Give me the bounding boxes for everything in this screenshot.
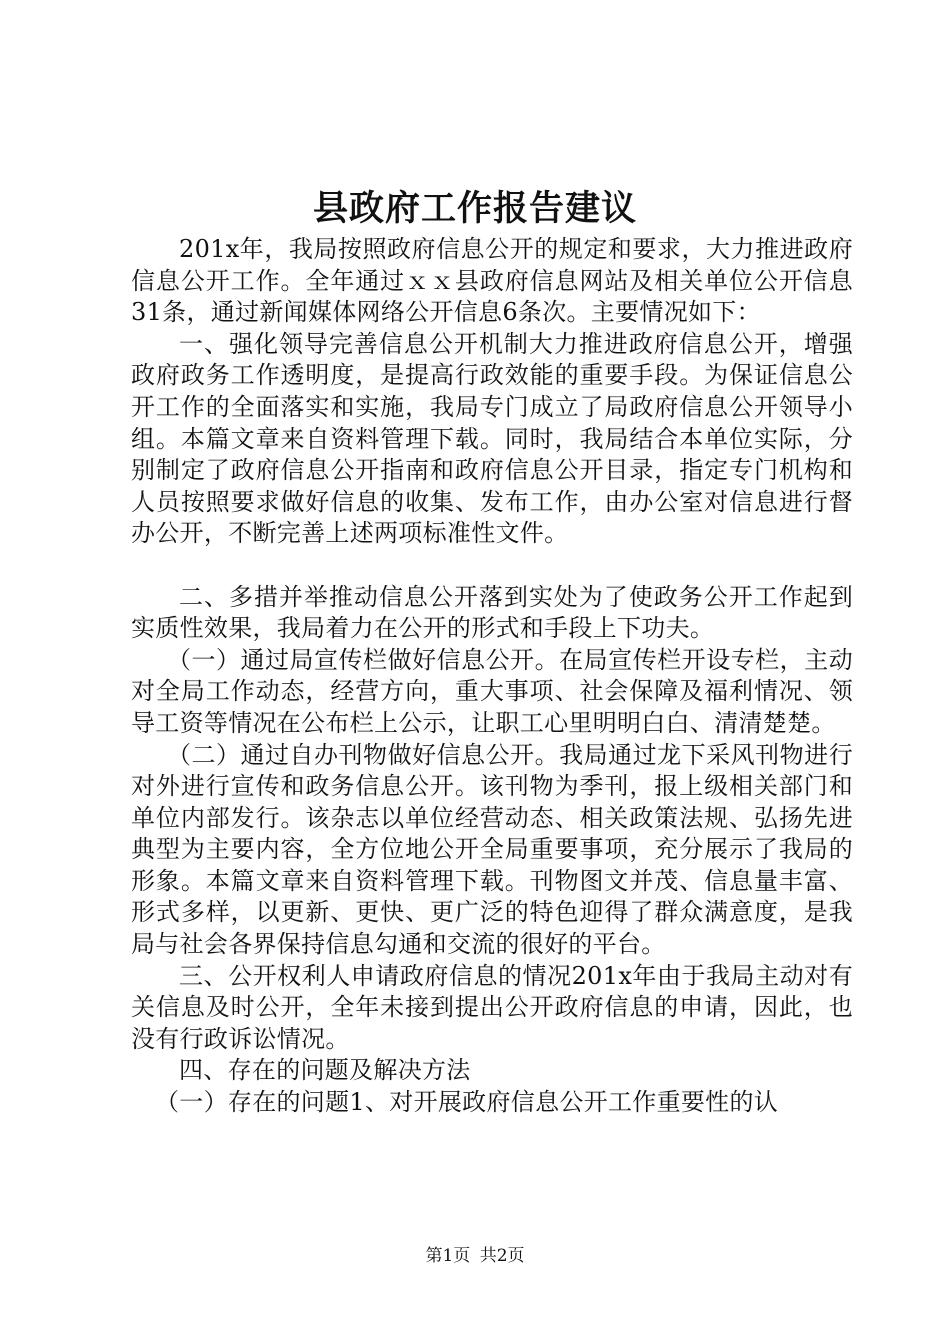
paragraph-section-1: 一、强化领导完善信息公开机制大力推进政府信息公开，增强政府政务工作透明度，是提高行政效能的重要手段。为保证信息公开工作的全面落实和实施，我局专门成立了局政府信息公开领导小组。本篇文章来自资料管理下载。同时，我局结合本单位实际，分别制定了政府信息公开指南和政府信息公开目录，指定专门机构和人员按照要求做好信息的收集、发布工作，由办公室对信息进行督办公开，不断完善上述两项标准性文件。: [131, 329, 853, 548]
page-total: 共2页: [479, 1246, 525, 1266]
document-body: [131, 234, 853, 1119]
paragraph-section-4: 四、存在的问题及解决方法: [179, 1056, 471, 1085]
page-footer: [0, 1244, 950, 1268]
document-title: 县政府工作报告建议: [312, 188, 637, 229]
paragraph-intro: 201x年，我局按照政府信息公开的规定和要求，大力推进政府信息公开工作。全年通过ｘｘ县政府信息网站及相关单位公开信息31条，通过新闻媒体网络公开信息6条次。主要情况如下：: [131, 235, 853, 327]
page-number: 第1页: [425, 1246, 471, 1266]
paragraph-section-4-1: （一）存在的问题1、对开展政府信息公开工作重要性的认: [155, 1088, 779, 1117]
paragraph-section-2-1: （一）通过局宣传栏做好信息公开。在局宣传栏开设专栏，主动对全局工作动态，经营方向，重大事项、社会保障及福利情况、领导工资等情况在公布栏上公示，让职工心里明明白白、清清楚楚。: [131, 645, 853, 737]
paragraph-section-2: 二、多措并举推动信息公开落到实处为了使政务公开工作起到实质性效果，我局着力在公开的形式和手段上下功夫。: [131, 582, 853, 643]
paragraph-section-2-2: （二）通过自办刊物做好信息公开。我局通过龙下采风刊物进行对外进行宣传和政务信息公开。该刊物为季刊，报上级相关部门和单位内部发行。该杂志以单位经营动态、相关政策法规、弘扬先进典型为主要内容，全方位地公开全局重要事项，充分展示了我局的形象。本篇文章来自资料管理下载。刊物图文并茂、信息量丰富、形式多样，以更新、更快、更广泛的特色迎得了群众满意度，是我局与社会各界保持信息勾通和交流的很好的平台。: [131, 740, 853, 959]
paragraph-section-3: 三、公开权利人申请政府信息的情况201x年由于我局主动对有关信息及时公开，全年未接到提出公开政府信息的申请，因此，也没有行政诉讼情况。: [131, 961, 853, 1053]
